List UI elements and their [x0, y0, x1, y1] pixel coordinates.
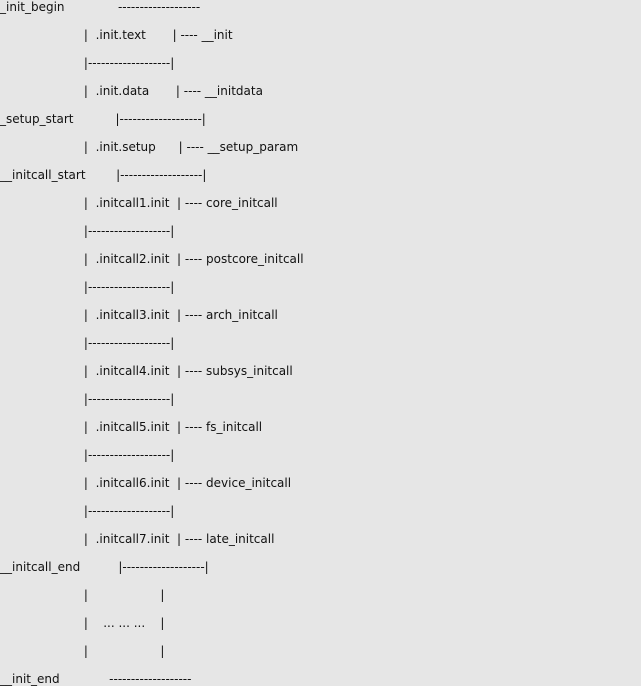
- text-line: |-------------------|: [0, 56, 175, 70]
- text-line: |-------------------|: [0, 392, 175, 406]
- text-line: | |: [0, 644, 165, 658]
- text-line: |-------------------|: [0, 504, 175, 518]
- text-line: |-------------------|: [0, 448, 175, 462]
- text-line: | .initcall4.init | ---- subsys_initcall: [0, 364, 293, 378]
- text-line: |-------------------|: [0, 280, 175, 294]
- text-line: | .initcall5.init | ---- fs_initcall: [0, 420, 263, 434]
- text-line: | .initcall1.init | ---- core_initcall: [0, 196, 278, 210]
- text-line: |-------------------|: [0, 224, 175, 238]
- text-line: __initcall_start |-------------------|: [0, 168, 207, 182]
- text-line: | .init.setup | ---- __setup_param: [0, 140, 299, 154]
- text-line: | .initcall3.init | ---- arch_initcall: [0, 308, 278, 322]
- text-line: |-------------------|: [0, 336, 175, 350]
- text-line: | |: [0, 588, 165, 602]
- text-line: | .init.data | ---- __initdata: [0, 84, 263, 98]
- text-line: | .init.text | ---- __init: [0, 28, 233, 42]
- text-line: __initcall_end |-------------------|: [0, 560, 209, 574]
- text-line: | ... ... ... |: [0, 616, 165, 630]
- text-line: _setup_start |-------------------|: [0, 112, 206, 126]
- text-line: | .initcall7.init | ---- late_initcall: [0, 532, 275, 546]
- text-line: | .initcall2.init | ---- postcore_initcall: [0, 252, 304, 266]
- text-line: _init_begin -------------------: [0, 0, 201, 14]
- text-line: __init_end -------------------: [0, 672, 192, 686]
- text-line: | .initcall6.init | ---- device_initcall: [0, 476, 292, 490]
